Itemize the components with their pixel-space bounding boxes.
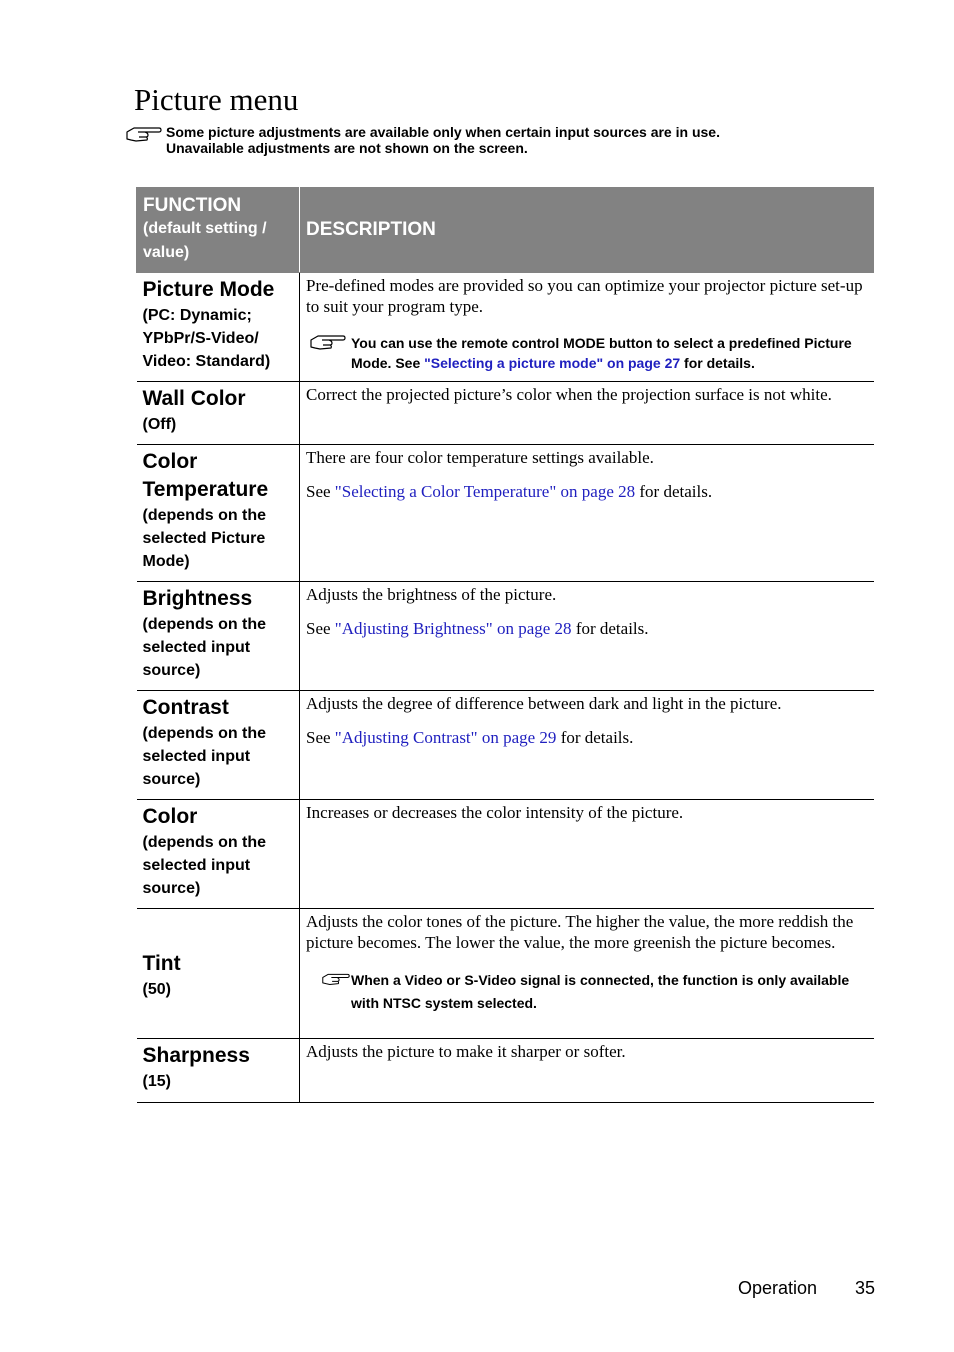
function-name: Wall Color <box>142 387 246 410</box>
function-default: (depends on the selected Picture Mode) <box>142 507 267 570</box>
description-text: Increases or decreases the color intensity of the picture. <box>306 803 684 822</box>
pointing-hand-note-icon <box>322 971 350 994</box>
see-also-text <box>306 618 868 639</box>
description-text: Adjusts the color tones of the picture. The higher the value, the more reddish the picture becomes. The lower the value, the more greenish the picture becomes. <box>306 912 854 952</box>
description-cell <box>300 691 874 800</box>
table-row-contrast <box>137 691 874 800</box>
note-line-2: Unavailable adjustments are not shown on the screen. <box>166 140 528 156</box>
function-cell <box>137 909 300 1039</box>
picture-menu-table <box>136 187 874 1103</box>
function-default: (15) <box>142 1073 171 1090</box>
footer-section-name: Operation <box>738 1278 818 1298</box>
description-cell <box>300 800 874 909</box>
function-name: Color <box>142 805 198 828</box>
see-also-text <box>306 727 868 748</box>
see-suffix: for details. <box>556 728 634 747</box>
table-row-color <box>137 800 874 909</box>
description-cell <box>300 909 874 1039</box>
table-row-brightness <box>137 582 874 691</box>
description-column-header <box>300 188 874 273</box>
function-default: (depends on the selected input source) <box>142 834 267 897</box>
page-note <box>126 124 866 156</box>
function-cell <box>137 445 300 582</box>
function-cell <box>137 582 300 691</box>
function-name: Sharpness <box>142 1044 250 1067</box>
function-header-label: FUNCTION <box>143 195 242 216</box>
function-header-sublabel: (default setting / value) <box>143 220 267 261</box>
contrast-link[interactable]: "Adjusting Contrast" on page 29 <box>334 728 557 747</box>
description-cell <box>300 445 874 582</box>
description-note <box>306 969 868 1015</box>
description-text: Adjusts the degree of difference between dark and light in the picture. <box>306 694 782 713</box>
see-prefix: See <box>306 728 335 747</box>
function-column-header <box>137 188 300 273</box>
table-row-wall-color <box>137 382 874 445</box>
page-number: 35 <box>855 1278 876 1298</box>
note-text: You can use the remote control MODE button to select a predefined Picture Mode. See <box>351 335 852 371</box>
note-line-1: Some picture adjustments are available only when certain input sources are in use. <box>166 124 720 140</box>
table-row-tint <box>137 909 874 1039</box>
description-text: Correct the projected picture’s color when the projection surface is not white. <box>306 385 832 404</box>
see-suffix: for details. <box>635 482 713 501</box>
function-cell <box>137 273 300 382</box>
function-name: Picture Mode <box>142 278 275 301</box>
see-prefix: See <box>306 482 335 501</box>
description-cell <box>300 582 874 691</box>
description-text: Pre-defined modes are provided so you can optimize your projector picture set-up to suit your program type. <box>306 276 863 316</box>
pointing-hand-note-icon <box>126 125 162 146</box>
pointing-hand-note-icon <box>310 333 346 356</box>
description-text: Adjusts the brightness of the picture. <box>306 585 557 604</box>
description-text: There are four color temperature settings available. <box>306 448 654 467</box>
function-cell <box>137 1039 300 1103</box>
description-header-label: DESCRIPTION <box>306 219 436 240</box>
function-default: (depends on the selected input source) <box>142 616 267 679</box>
table-row-picture-mode <box>137 273 874 382</box>
function-default: (Off) <box>142 416 177 433</box>
description-cell <box>300 273 874 382</box>
function-default: (50) <box>142 980 171 998</box>
page-title: Picture menu <box>134 82 299 117</box>
color-temperature-link[interactable]: "Selecting a Color Temperature" on page 28 <box>334 482 636 501</box>
description-text: Adjusts the picture to make it sharper or softer. <box>306 1042 626 1061</box>
function-name: Tint <box>142 951 181 975</box>
picture-mode-link[interactable]: "Selecting a picture mode" on page 27 <box>424 355 681 371</box>
description-cell <box>300 382 874 445</box>
description-note <box>306 333 868 373</box>
table-row-sharpness <box>137 1039 874 1103</box>
table-row-color-temperature <box>137 445 874 582</box>
function-default: (depends on the selected input source) <box>142 725 267 788</box>
function-cell <box>137 382 300 445</box>
function-name: Color Temperature <box>142 450 269 501</box>
function-name: Brightness <box>142 587 253 610</box>
function-name: Contrast <box>142 696 229 719</box>
note-text-end: for details. <box>680 355 755 371</box>
function-default: (PC: Dynamic; YPbPr/S-Video/ Video: Standard) <box>142 307 271 370</box>
function-cell <box>137 691 300 800</box>
note-text: When a Video or S-Video signal is connected, the function is only available with NTSC system selected. <box>351 972 850 1011</box>
function-cell <box>137 800 300 909</box>
see-also-text <box>306 481 868 502</box>
table-header-row <box>137 188 874 273</box>
see-suffix: for details. <box>571 619 649 638</box>
description-cell <box>300 1039 874 1103</box>
brightness-link[interactable]: "Adjusting Brightness" on page 28 <box>334 619 572 638</box>
see-prefix: See <box>306 619 335 638</box>
